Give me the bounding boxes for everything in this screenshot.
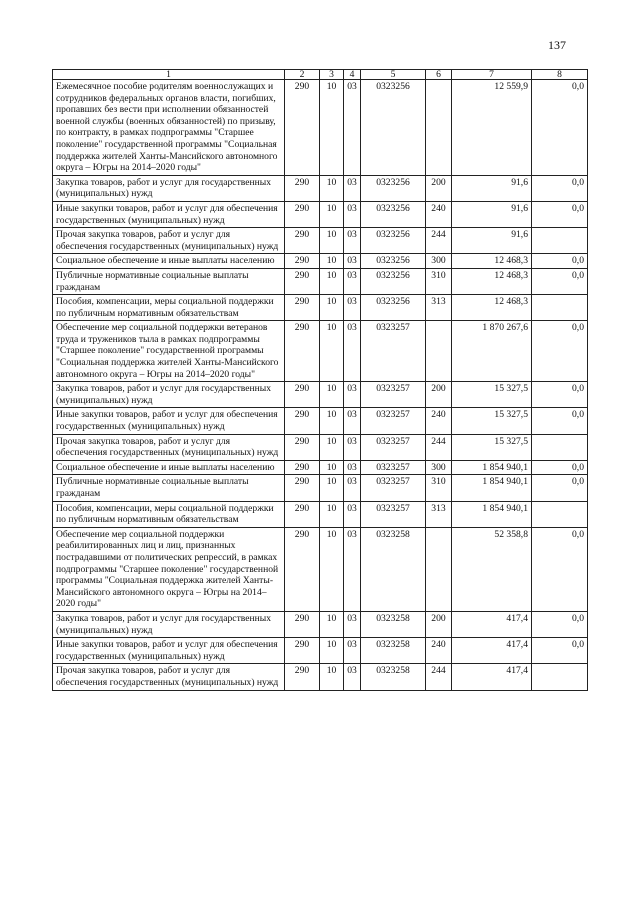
- amount-extra-cell: 0,0: [532, 408, 588, 434]
- section-cell: 10: [320, 295, 344, 321]
- row-name-cell: Закупка товаров, работ и услуг для государственных (муниципальных) нужд: [53, 382, 285, 408]
- target-article-cell: 0323256: [361, 228, 426, 254]
- amount-extra-cell: [532, 664, 588, 690]
- subsection-cell: 03: [344, 638, 361, 664]
- code-cell: 290: [285, 268, 320, 294]
- column-header: 5: [361, 70, 426, 80]
- amount-cell: 1 854 940,1: [452, 460, 532, 475]
- expense-type-cell: 310: [426, 475, 452, 501]
- code-cell: 290: [285, 460, 320, 475]
- code-cell: 290: [285, 80, 320, 176]
- column-header: 4: [344, 70, 361, 80]
- table-row: [53, 321, 588, 382]
- column-header: 2: [285, 70, 320, 80]
- code-cell: 290: [285, 664, 320, 690]
- row-name-cell: Пособия, компенсации, меры социальной поддержки по публичным нормативным обязательствам: [53, 501, 285, 527]
- code-cell: 290: [285, 321, 320, 382]
- amount-cell: 52 358,8: [452, 527, 532, 611]
- target-article-cell: 0323256: [361, 201, 426, 227]
- amount-cell: 12 468,3: [452, 254, 532, 269]
- code-cell: 290: [285, 527, 320, 611]
- amount-extra-cell: 0,0: [532, 175, 588, 201]
- expense-type-cell: 200: [426, 382, 452, 408]
- section-cell: 10: [320, 80, 344, 176]
- section-cell: 10: [320, 460, 344, 475]
- expense-type-cell: 240: [426, 201, 452, 227]
- table-row: [53, 611, 588, 637]
- row-name-cell: Иные закупки товаров, работ и услуг для обеспечения государственных (муниципальных) нужд: [53, 408, 285, 434]
- amount-cell: 12 468,3: [452, 268, 532, 294]
- section-cell: 10: [320, 175, 344, 201]
- amount-extra-cell: 0,0: [532, 638, 588, 664]
- row-name-cell: Иные закупки товаров, работ и услуг для обеспечения государственных (муниципальных) нужд: [53, 638, 285, 664]
- expense-type-cell: 313: [426, 501, 452, 527]
- code-cell: 290: [285, 434, 320, 460]
- amount-extra-cell: 0,0: [532, 527, 588, 611]
- table-row: [53, 295, 588, 321]
- code-cell: 290: [285, 295, 320, 321]
- table-row: [53, 175, 588, 201]
- subsection-cell: 03: [344, 475, 361, 501]
- amount-cell: 1 854 940,1: [452, 501, 532, 527]
- code-cell: 290: [285, 228, 320, 254]
- table-row: [53, 382, 588, 408]
- subsection-cell: 03: [344, 501, 361, 527]
- subsection-cell: 03: [344, 321, 361, 382]
- table-row: [53, 664, 588, 690]
- section-cell: 10: [320, 254, 344, 269]
- code-cell: 290: [285, 408, 320, 434]
- amount-extra-cell: [532, 434, 588, 460]
- section-cell: 10: [320, 408, 344, 434]
- subsection-cell: 03: [344, 80, 361, 176]
- subsection-cell: 03: [344, 228, 361, 254]
- subsection-cell: 03: [344, 295, 361, 321]
- amount-cell: 15 327,5: [452, 434, 532, 460]
- subsection-cell: 03: [344, 527, 361, 611]
- row-name-cell: Публичные нормативные социальные выплаты гражданам: [53, 475, 285, 501]
- row-name-cell: Обеспечение мер социальной поддержки ветеранов труда и тружеников тыла в рамках подпрограммы "Старшее поколение" государственной программы "Социальная поддержка жителей Ханты-Мансийского автономного округа – Югры на 2014–2020 годы": [53, 321, 285, 382]
- table-row: [53, 475, 588, 501]
- target-article-cell: 0323257: [361, 475, 426, 501]
- expense-type-cell: 313: [426, 295, 452, 321]
- target-article-cell: 0323258: [361, 611, 426, 637]
- column-header: 8: [532, 70, 588, 80]
- row-name-cell: Прочая закупка товаров, работ и услуг для обеспечения государственных (муниципальных) нужд: [53, 434, 285, 460]
- row-name-cell: Публичные нормативные социальные выплаты гражданам: [53, 268, 285, 294]
- section-cell: 10: [320, 321, 344, 382]
- amount-cell: 15 327,5: [452, 382, 532, 408]
- amount-cell: 91,6: [452, 175, 532, 201]
- amount-extra-cell: 0,0: [532, 254, 588, 269]
- page-number: 137: [548, 38, 566, 52]
- code-cell: 290: [285, 254, 320, 269]
- target-article-cell: 0323257: [361, 382, 426, 408]
- amount-cell: 417,4: [452, 638, 532, 664]
- row-name-cell: Иные закупки товаров, работ и услуг для обеспечения государственных (муниципальных) нужд: [53, 201, 285, 227]
- row-name-cell: Ежемесячное пособие родителям военнослужащих и сотрудников федеральных органов власти, погибших, пропавших без вести при исполнении обязанностей военной службы (военных обязанностей) по призыву, по контракту, в рамках подпрограммы "Старшее поколение" государственной программы "Социальная поддержка жителей Ханты-Мансийского автономного округа – Югры на 2014–2020 годы": [53, 80, 285, 176]
- section-cell: 10: [320, 638, 344, 664]
- table-row: [53, 268, 588, 294]
- section-cell: 10: [320, 664, 344, 690]
- amount-extra-cell: [532, 295, 588, 321]
- row-name-cell: Закупка товаров, работ и услуг для государственных (муниципальных) нужд: [53, 175, 285, 201]
- target-article-cell: 0323257: [361, 408, 426, 434]
- target-article-cell: 0323256: [361, 175, 426, 201]
- target-article-cell: 0323257: [361, 321, 426, 382]
- column-header: 3: [320, 70, 344, 80]
- target-article-cell: 0323258: [361, 664, 426, 690]
- row-name-cell: Обеспечение мер социальной поддержки реабилитированных лиц и лиц, признанных пострадавшими от политических репрессий, в рамках подпрограммы "Старшее поколение" государственной программы "Социальная поддержка жителей Ханты-Мансийского автономного округа – Югры на 2014–2020 годы": [53, 527, 285, 611]
- amount-cell: 12 559,9: [452, 80, 532, 176]
- subsection-cell: 03: [344, 175, 361, 201]
- row-name-cell: Социальное обеспечение и иные выплаты населению: [53, 460, 285, 475]
- expense-type-cell: [426, 321, 452, 382]
- expense-type-cell: [426, 527, 452, 611]
- expense-type-cell: 244: [426, 228, 452, 254]
- amount-cell: 417,4: [452, 611, 532, 637]
- budget-table: [52, 69, 588, 691]
- section-cell: 10: [320, 527, 344, 611]
- table-row: [53, 527, 588, 611]
- target-article-cell: 0323256: [361, 268, 426, 294]
- table-row: [53, 408, 588, 434]
- target-article-cell: 0323257: [361, 434, 426, 460]
- amount-cell: 91,6: [452, 228, 532, 254]
- table-row: [53, 501, 588, 527]
- subsection-cell: 03: [344, 460, 361, 475]
- amount-extra-cell: 0,0: [532, 382, 588, 408]
- expense-type-cell: 300: [426, 460, 452, 475]
- section-cell: 10: [320, 475, 344, 501]
- amount-cell: 417,4: [452, 664, 532, 690]
- amount-cell: 12 468,3: [452, 295, 532, 321]
- amount-cell: 91,6: [452, 201, 532, 227]
- subsection-cell: 03: [344, 201, 361, 227]
- amount-extra-cell: 0,0: [532, 268, 588, 294]
- target-article-cell: 0323256: [361, 80, 426, 176]
- subsection-cell: 03: [344, 408, 361, 434]
- column-header: 1: [53, 70, 285, 80]
- code-cell: 290: [285, 611, 320, 637]
- row-name-cell: Прочая закупка товаров, работ и услуг для обеспечения государственных (муниципальных) нужд: [53, 228, 285, 254]
- table-row: [53, 201, 588, 227]
- column-header: 7: [452, 70, 532, 80]
- target-article-cell: 0323257: [361, 460, 426, 475]
- code-cell: 290: [285, 382, 320, 408]
- section-cell: 10: [320, 201, 344, 227]
- code-cell: 290: [285, 201, 320, 227]
- table-header-row: [53, 70, 588, 80]
- code-cell: 290: [285, 175, 320, 201]
- expense-type-cell: 244: [426, 664, 452, 690]
- table-body: [53, 80, 588, 691]
- amount-extra-cell: 0,0: [532, 611, 588, 637]
- expense-type-cell: 310: [426, 268, 452, 294]
- amount-cell: 1 854 940,1: [452, 475, 532, 501]
- expense-type-cell: 300: [426, 254, 452, 269]
- table-row: [53, 254, 588, 269]
- target-article-cell: 0323256: [361, 295, 426, 321]
- amount-extra-cell: 0,0: [532, 475, 588, 501]
- code-cell: 290: [285, 638, 320, 664]
- row-name-cell: Закупка товаров, работ и услуг для государственных (муниципальных) нужд: [53, 611, 285, 637]
- subsection-cell: 03: [344, 434, 361, 460]
- expense-type-cell: 240: [426, 408, 452, 434]
- target-article-cell: 0323257: [361, 501, 426, 527]
- expense-type-cell: 200: [426, 611, 452, 637]
- section-cell: 10: [320, 382, 344, 408]
- amount-extra-cell: 0,0: [532, 460, 588, 475]
- amount-cell: 15 327,5: [452, 408, 532, 434]
- subsection-cell: 03: [344, 664, 361, 690]
- amount-extra-cell: 0,0: [532, 201, 588, 227]
- row-name-cell: Пособия, компенсации, меры социальной поддержки по публичным нормативным обязательствам: [53, 295, 285, 321]
- subsection-cell: 03: [344, 382, 361, 408]
- target-article-cell: 0323256: [361, 254, 426, 269]
- expense-type-cell: [426, 80, 452, 176]
- amount-extra-cell: 0,0: [532, 80, 588, 176]
- row-name-cell: Социальное обеспечение и иные выплаты населению: [53, 254, 285, 269]
- section-cell: 10: [320, 268, 344, 294]
- code-cell: 290: [285, 475, 320, 501]
- expense-type-cell: 200: [426, 175, 452, 201]
- section-cell: 10: [320, 434, 344, 460]
- column-header: 6: [426, 70, 452, 80]
- amount-cell: 1 870 267,6: [452, 321, 532, 382]
- target-article-cell: 0323258: [361, 527, 426, 611]
- subsection-cell: 03: [344, 268, 361, 294]
- expense-type-cell: 244: [426, 434, 452, 460]
- table-row: [53, 80, 588, 176]
- section-cell: 10: [320, 611, 344, 637]
- table-row: [53, 434, 588, 460]
- row-name-cell: Прочая закупка товаров, работ и услуг для обеспечения государственных (муниципальных) нужд: [53, 664, 285, 690]
- subsection-cell: 03: [344, 611, 361, 637]
- section-cell: 10: [320, 501, 344, 527]
- table-row: [53, 638, 588, 664]
- subsection-cell: 03: [344, 254, 361, 269]
- code-cell: 290: [285, 501, 320, 527]
- section-cell: 10: [320, 228, 344, 254]
- target-article-cell: 0323258: [361, 638, 426, 664]
- amount-extra-cell: [532, 501, 588, 527]
- expense-type-cell: 240: [426, 638, 452, 664]
- amount-extra-cell: [532, 228, 588, 254]
- table-row: [53, 228, 588, 254]
- amount-extra-cell: 0,0: [532, 321, 588, 382]
- table-row: [53, 460, 588, 475]
